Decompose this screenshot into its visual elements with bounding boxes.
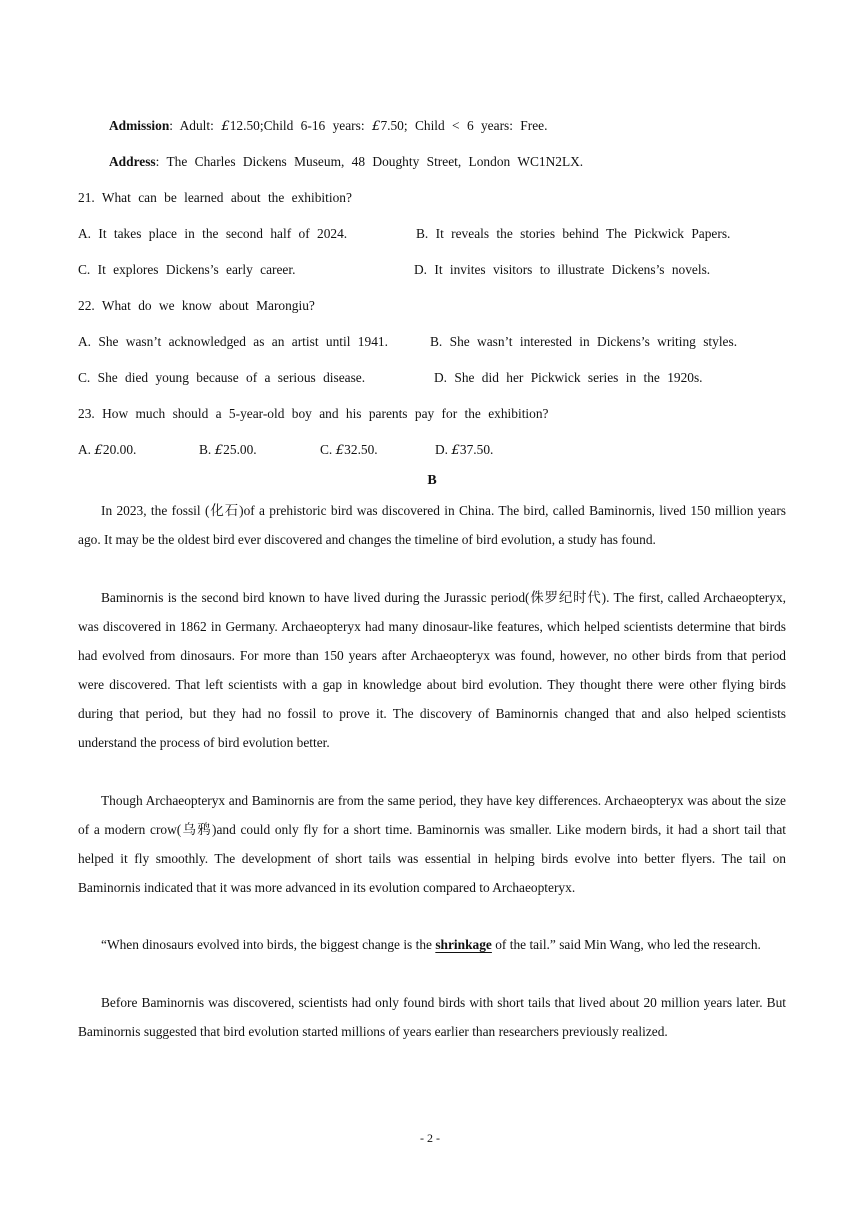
pound-icon: £ — [214, 443, 224, 458]
pound-icon: £ — [371, 119, 381, 134]
option-23b: B. £25.00. — [199, 442, 257, 458]
quote-before: “When dinosaurs evolved into birds, the biggest change is the — [101, 937, 432, 952]
option-22d: D. She did her Pickwick series in the 1920s. — [434, 370, 703, 385]
admission-label: Admission — [109, 118, 170, 133]
option-21b: B. It reveals the stories behind The Pickwick Papers. — [416, 226, 731, 241]
pound-icon: £ — [221, 119, 230, 134]
pound-icon: £ — [335, 443, 345, 458]
paragraph-2: Baminornis is the second bird known to have lived during the Jurassic period(侏罗纪时代). The first, called Archaeopteryx, was discovered in 1862 in Germany. Archaeopteryx had many dinosaur-like features, which helped scientists determine that birds had evolved from dinosaurs. For more than 150 years after Archaeopteryx was found, however, no other birds from that period were discovered. That left scientists with a gap in knowledge about bird evolution. They thought there were other flying birds during that period, but they had no fossil to prove it. The discovery of Baminornis changed that and also helped scientists understand the process of bird evolution better. — [78, 590, 786, 750]
pound-icon: £ — [451, 443, 460, 458]
section-title: B — [427, 473, 437, 488]
question-23: 23. How much should a 5-year-old boy and his parents pay for the exhibition? — [78, 406, 549, 421]
paragraph-1: In 2023, the fossil (化石)of a prehistoric bird was discovered in China. The bird, called Baminornis, lived 150 million years ago. It may be the oldest bird ever discovered and changes the timeline of bird evolution, a study has found. — [78, 503, 786, 547]
admission-adult: 12.50;Child 6-16 years: — [229, 118, 372, 133]
address-text: : The Charles Dickens Museum, 48 Doughty Street, London WC1N2LX. — [155, 154, 584, 169]
option-22b: B. She wasn’t interested in Dickens’s writing styles. — [430, 334, 738, 349]
paragraph-4: Before Baminornis was discovered, scientists had only found birds with short tails that lived about 20 million years later. But Baminornis suggested that bird evolution started millions of years earlier than researchers previously realized. — [78, 995, 786, 1039]
admission-line — [109, 117, 547, 136]
option-22a: A. She wasn’t acknowledged as an artist until 1941. — [78, 334, 388, 349]
admission-text: : Adult: — [169, 118, 222, 133]
option-23c: C. £32.50. — [320, 442, 378, 458]
question-21: 21. What can be learned about the exhibition? — [78, 190, 352, 205]
underlined-word: shrinkage — [435, 937, 492, 952]
paragraph-3: Though Archaeopteryx and Baminornis are from the same period, they have key differences. Archaeopteryx was about the size of a modern crow(乌鸦)and could only fly for a short time. Baminornis was smaller. Like modern birds, it had a short tail that helped it fly smoothly. The development of short tails was essential in helping birds evolve into better flyers. The tail on Baminornis indicated that it was more advanced in its evolution compared to Archaeopteryx. — [78, 793, 786, 895]
option-23d: D. £37.50. — [435, 442, 494, 458]
option-22c: C. She died young because of a serious disease. — [78, 370, 366, 385]
pound-icon: £ — [94, 443, 103, 458]
question-22: 22. What do we know about Marongiu? — [78, 298, 315, 313]
address-line — [109, 153, 583, 171]
admission-child: 7.50; Child < 6 years: Free. — [380, 118, 548, 133]
option-21a: A. It takes place in the second half of 2024. — [78, 226, 348, 241]
page-number: - 2 - — [420, 1131, 440, 1145]
option-21c: C. It explores Dickens’s early career. — [78, 262, 296, 277]
quote-after: of the tail.” said Min Wang, who led the research. — [491, 937, 761, 952]
quote-paragraph — [78, 930, 786, 959]
address-label: Address — [109, 154, 156, 169]
option-23a: A. £20.00. — [78, 442, 137, 458]
option-21d: D. It invites visitors to illustrate Dickens’s novels. — [414, 262, 711, 277]
